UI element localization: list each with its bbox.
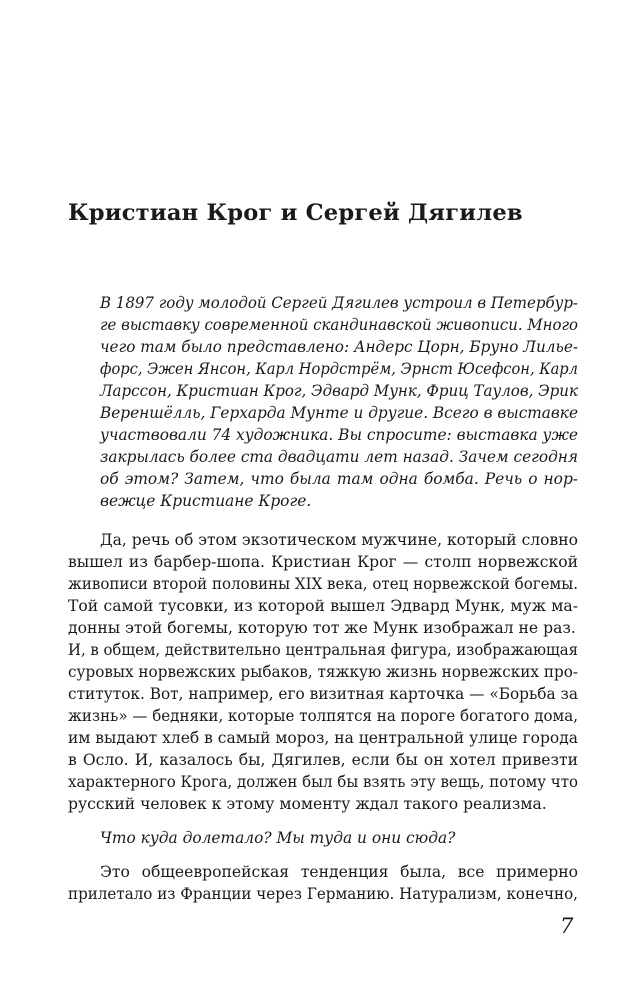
body-line: русский человек к этому моменту ждал такого реализма. (68, 795, 547, 813)
body-line: вышел из барбер-шопа. Кристиан Крог — столп норвежской (68, 553, 578, 571)
page-number: 7 (560, 914, 574, 938)
answer-line: прилетало из Франции через Германию. Натурализм, конечно, (68, 885, 578, 903)
intro-line: Вереншёлль, Герхарда Мунте и другие. Всего в выставке (100, 404, 578, 422)
body-line: ституток. Вот, например, его визитная карточка — «Борьба за (68, 685, 578, 703)
interview-question: Что куда долетало? Мы туда и они сюда? (100, 829, 456, 847)
body-line: донны этой богемы, которую тот же Мунк изображал не раз. (68, 619, 576, 637)
intro-line: вежце Кристиане Кроге. (100, 492, 312, 510)
body-line: Да, речь об этом экзотическом мужчине, который словно (100, 531, 578, 549)
answer-line: Это общеевропейская тенденция была, все примерно (100, 863, 578, 881)
body-line: характерного Крога, должен был бы взять эту вещь, потому что (68, 773, 578, 791)
body-line: суровых норвежских рыбаков, тяжкую жизнь норвежских про- (68, 663, 578, 681)
intro-line: участвовали 74 художника. Вы спросите: выставка уже (100, 426, 578, 444)
intro-line: ге выставку современной скандинавской живописи. Много (100, 316, 578, 334)
intro-line: В 1897 году молодой Сергей Дягилев устроил в Петербур- (100, 294, 578, 312)
body-line: И, в общем, действительно центральная фигура, изображающая (68, 641, 578, 659)
body-line: жизнь» — бедняки, которые толпятся на пороге богатого дома, (68, 707, 578, 725)
intro-line: форс, Эжен Янсон, Карл Нордстрём, Эрнст Юсефсон, Карл (100, 360, 578, 378)
intro-line: закрылась более ста двадцати лет назад. Зачем сегодня (100, 448, 578, 466)
body-line: Той самой тусовки, из которой вышел Эдвард Мунк, муж ма- (68, 597, 578, 615)
intro-line: об этом? Затем, что была там одна бомба. Речь о нор- (100, 470, 578, 488)
body-line: им выдают хлеб в самый мороз, на центральной улице города (68, 729, 578, 747)
body-line: в Осло. И, казалось бы, Дягилев, если бы он хотел привезти (68, 751, 578, 769)
body-line: живописи второй половины XIX века, отец норвежской богемы. (68, 575, 578, 593)
intro-line: Ларссон, Кристиан Крог, Эдвард Мунк, Фриц Таулов, Эрик (100, 382, 578, 400)
chapter-title: Кристиан Крог и Сергей Дягилев (68, 200, 523, 226)
intro-line: чего там было представлено: Андерс Цорн, Бруно Лилье- (100, 338, 578, 356)
